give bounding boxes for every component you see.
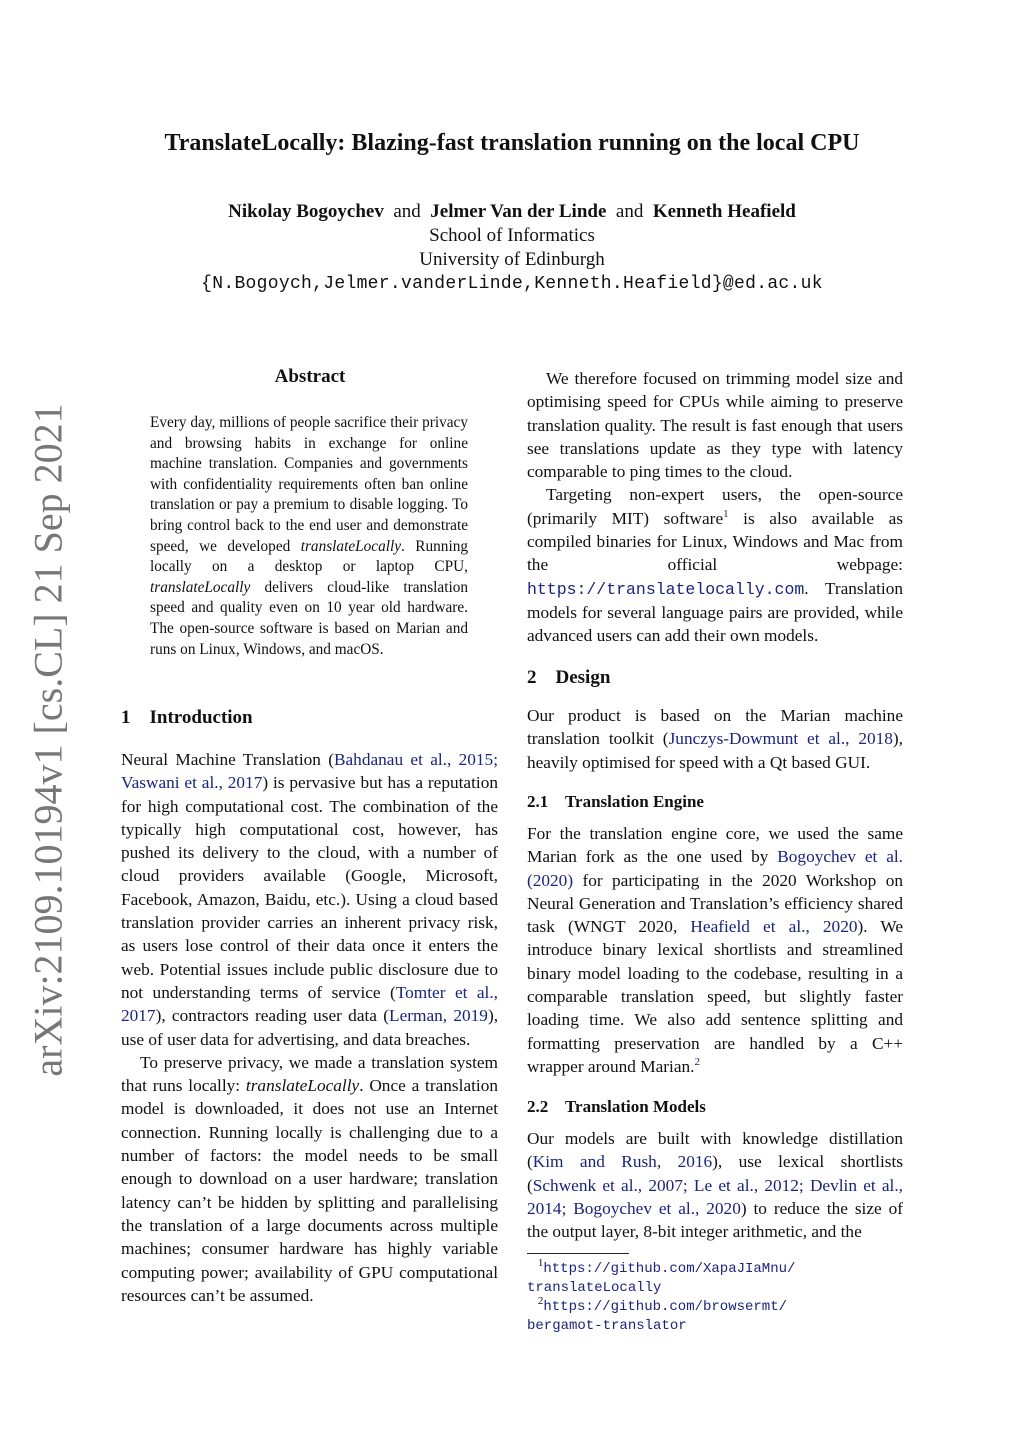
subsection-2-1-heading: [527, 792, 704, 812]
footnote-1-number: 1: [537, 1257, 544, 1270]
subsection-2-2-heading: [527, 1097, 706, 1117]
models-paragraph: Our models are built with knowledge distillation (Kim and Rush, 2016), use lexical shortlists (Schwenk et al., 2007; Le et al., 2012; Devlin et al., 2014; Bogoychev et al., 2020) to reduce the size of the output layer, 8-bit integer arithmetic, and the: [527, 1129, 903, 1242]
subsection-2-2-number: 2.2: [527, 1097, 549, 1116]
section-2-title: Design: [555, 667, 611, 688]
paper-title: TranslateLocally: Blazing-fast translation running on the local CPU: [164, 130, 860, 156]
intro-paragraph-1: Neural Machine Translation (Bahdanau et al., 2015; Vaswani et al., 2017) is pervasive but has a reputation for high computational cost. The combination of the typically high computational cost, however, has pushed its delivery to the cloud, with a number of cloud providers available (Google, Microsoft, Facebook, Amazon, Baidu, etc.). Using a cloud based translation provider carries an inherent privacy risk, as users lose control of their data once it enters the web. Potential issues include public disclosure due to not understanding terms of service (Tomter et al., 2017), contractors reading user data (Lerman, 2019), use of user data for advertising, and data breaches.: [121, 750, 499, 1049]
right-column-top: [527, 367, 903, 648]
footnotes: [527, 1259, 907, 1335]
citation-heafield[interactable]: Heafield et al., 2020: [690, 917, 858, 937]
citation-lerman[interactable]: Lerman, 2019: [389, 1006, 488, 1026]
section-2-heading: [527, 667, 610, 689]
intro-body: [121, 748, 498, 1307]
subsection-2-1-title: Translation Engine: [564, 792, 704, 811]
footnote-1-link-cont[interactable]: translateLocally: [527, 1280, 662, 1296]
footnote-1: [527, 1259, 907, 1278]
footnote-2: [527, 1297, 907, 1316]
engine-body: [527, 822, 903, 1078]
abstract-text-2: . Running locally on a desktop or laptop CPU,: [150, 537, 468, 576]
intro-paragraph-2: To preserve privacy, we made a translation system that runs locally: translateLocally. Once a translation model is downloaded, it does not use an Internet connection. Running locally is challenging due to a number of factors: the model needs to be small enough to download on a user hardware; translation latency can’t be hidden by splitting and parallelising the translation of a large documents across multiple machines; consumer hardware has highly variable computing power; availability of GPU computational resources can’t be assumed.: [121, 1052, 498, 1305]
citation-tomter[interactable]: Tomter et al., 2017: [121, 982, 498, 1026]
author-conj-2: and: [615, 201, 644, 222]
citation-shortlists[interactable]: Schwenk et al., 2007; Le et al., 2012; Devlin et al., 2014; Bogoychev et al., 2020: [527, 1175, 903, 1218]
section-1-title: Introduction: [149, 707, 253, 728]
author-2: Jelmer Van der Linde: [430, 201, 607, 222]
author-block: [0, 200, 1024, 296]
abstract-italic-2: translateLocally: [150, 578, 251, 596]
arxiv-id: arXiv:2109.10194v1 [cs.CL] 21 Sep 2021: [25, 403, 71, 1077]
webpage-link[interactable]: https://translatelocally.com: [527, 579, 805, 599]
subsection-2-1-number: 2.1: [527, 792, 549, 811]
design-body: [527, 704, 903, 774]
abstract-text-1: Every day, millions of people sacrifice their privacy and browsing habits in exchange for online machine translation. Companies and governments with confidentiality requirements often ban online translation or pay a premium to disable logging. To bring control back to the end user and demonstrate speed, we developed: [150, 414, 468, 555]
citation-kim-rush[interactable]: Kim and Rush, 2016: [532, 1152, 713, 1172]
citation-bogoychev-2020[interactable]: Bogoychev et al. (2020): [527, 847, 903, 890]
affiliation-school: School of Informatics: [429, 225, 595, 246]
footnote-ref-2[interactable]: 2: [694, 1056, 700, 1069]
right-paragraph-2: Targeting non-expert users, the open-source (primarily MIT) software$^1$ is also available as compiled binaries for Linux, Windows and Mac from the official webpage: https://translatelocally.com. Translation models for several language pairs are provided, while advanced users can add their own models.: [527, 485, 903, 646]
footnote-2-link-cont[interactable]: bergamot-translator: [527, 1318, 687, 1334]
engine-paragraph: For the translation engine core, we used the same Marian fork as the one used by Bogoychev et al. (2020) for participating in the 2020 Workshop on Neural Generation and Translation’s efficiency shared task (WNGT 2020, Heafield et al., 2020). We introduce binary lexical shortlists and streamlined binary model loading to the codebase, resulting in a comparable translation speed, but slightly faster loading time. We also add sentence splitting and formatting preservation are handled by a C++ wrapper around Marian.$^2$: [527, 824, 903, 1076]
section-1-heading: [121, 707, 253, 729]
section-2-number: 2: [527, 667, 537, 688]
abstract-italic-1: translateLocally: [300, 537, 402, 555]
citation-bahdanau-vaswani[interactable]: Bahdanau et al., 2015; Vaswani et al., 2017: [121, 750, 498, 793]
author-emails: {N.Bogoych,Jelmer.vanderLinde,Kenneth.Heafield}@ed.ac.uk: [201, 274, 823, 294]
footnote-ref-1[interactable]: 1: [723, 508, 729, 521]
footnote-2-link[interactable]: https://github.com/browsermt/: [543, 1299, 788, 1315]
right-paragraph-1: We therefore focused on trimming model size and optimising speed for CPUs while aiming to preserve translation quality. The result is fast enough that users see translations update as they type with latency comparable to ping times to the cloud.: [527, 369, 903, 482]
author-1: Nikolay Bogoychev: [228, 201, 384, 222]
affiliation-university: University of Edinburgh: [419, 249, 605, 270]
abstract-body: [150, 413, 468, 660]
arxiv-side-label: [18, 403, 78, 1077]
design-paragraph: Our product is based on the Marian machine translation toolkit (Junczys-Dowmunt et al., 2018), heavily optimised for speed with a Qt based GUI.: [527, 706, 903, 772]
models-body: [527, 1127, 903, 1243]
footnote-1-link[interactable]: https://github.com/XapaJIaMnu/: [543, 1261, 796, 1277]
abstract-text-3: delivers cloud-like translation speed and quality even on 10 year old hardware. The open-source software is based on Marian and runs on Linux, Windows, and macOS.: [150, 578, 468, 658]
subsection-2-2-title: Translation Models: [564, 1097, 706, 1116]
footnote-divider: [527, 1253, 629, 1254]
abstract-heading: Abstract: [274, 366, 346, 387]
footnote-2-number: 2: [537, 1295, 544, 1308]
citation-junczys[interactable]: Junczys-Dowmunt et al., 2018: [668, 729, 893, 749]
section-1-number: 1: [121, 707, 131, 728]
author-3: Kenneth Heafield: [652, 201, 796, 222]
author-conj-1: and: [393, 201, 421, 222]
